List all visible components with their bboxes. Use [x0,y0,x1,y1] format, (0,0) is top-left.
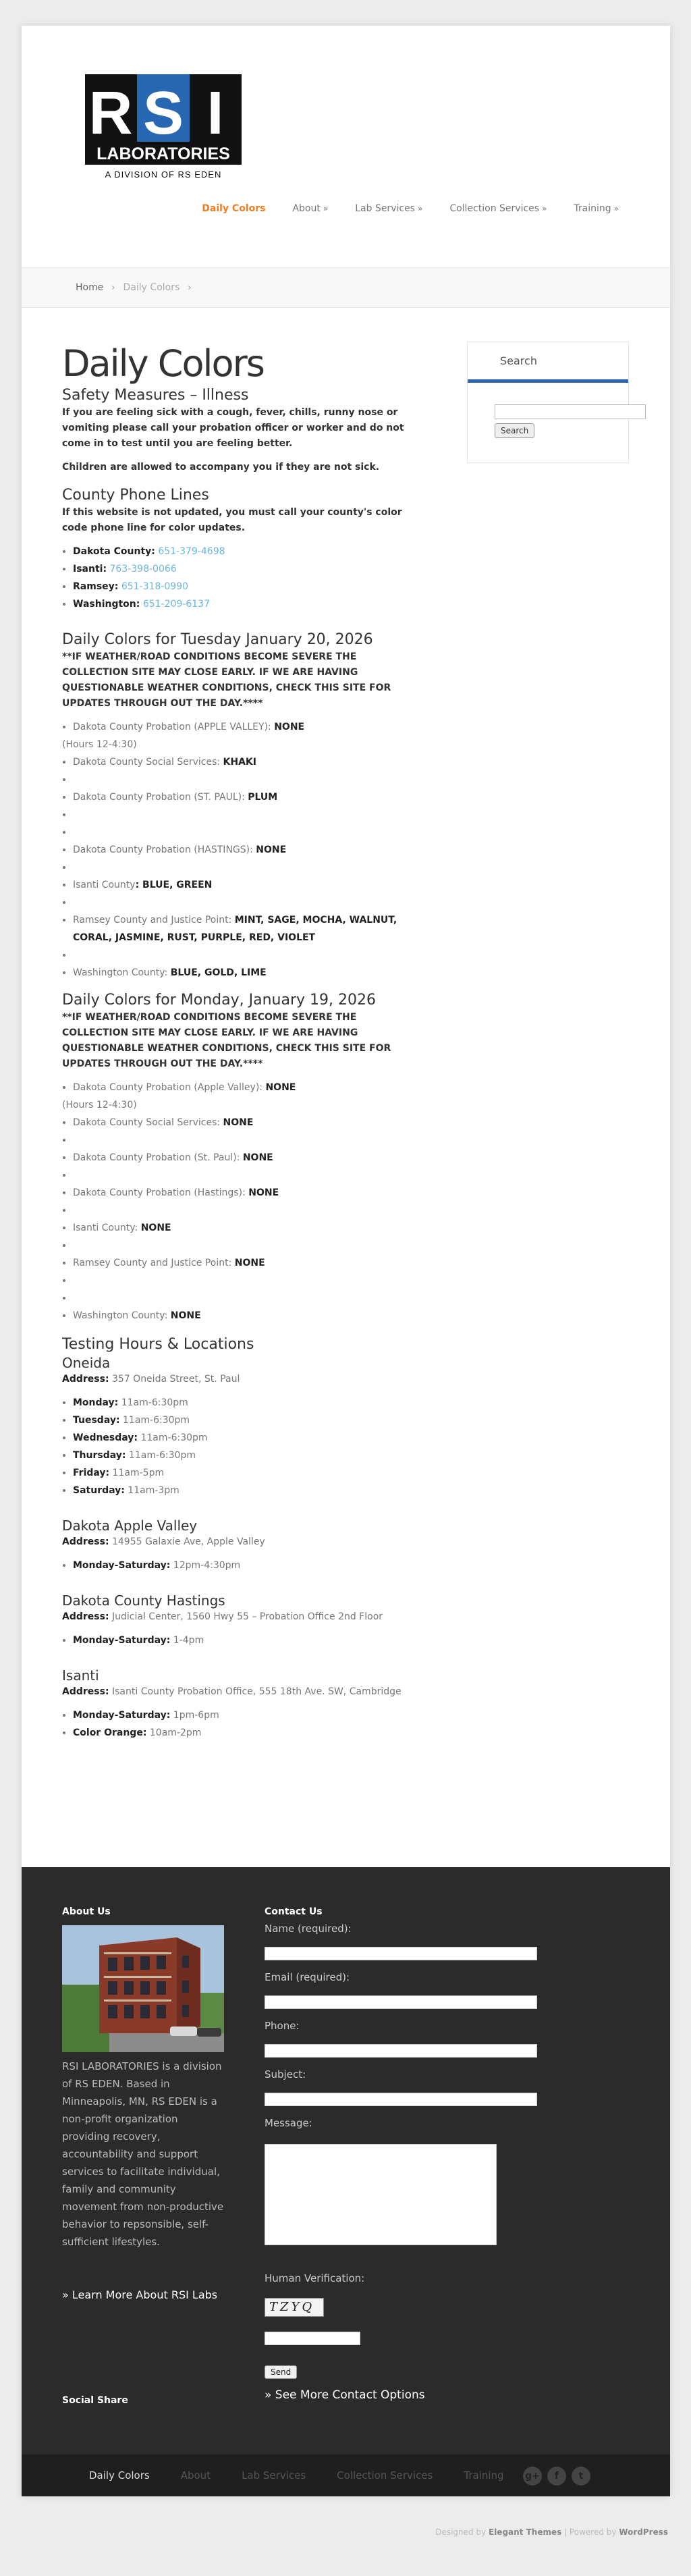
building-photo [62,1925,224,2052]
credits-powered: | Powered by [561,2527,619,2537]
color-value: NONE [234,1258,265,1268]
name-field[interactable] [265,1947,537,1960]
list-item [73,560,420,578]
color-value: NONE [170,1310,201,1321]
color-value: NONE [274,722,305,732]
color-value: KHAKI [223,757,256,768]
send-button[interactable]: Send [265,2365,297,2379]
list-item [73,1412,420,1429]
contact-title: Contact Us [265,1906,323,1917]
day-label: Thursday: [73,1450,126,1461]
nav-lab-services[interactable] [355,203,422,214]
day1-heading: Daily Colors for Tuesday January 20, 2026 [62,631,373,648]
day-label: Monday-Saturday: [73,1560,171,1571]
day2-heading: Daily Colors for Monday, January 19, 2026 [62,992,376,1009]
hours-note: (Hours 12-4:30) [62,1100,137,1110]
location-name: Dakota Apple Valley [62,1518,198,1534]
day2-warning: **IF WEATHER/ROAD CONDITIONS BECOME SEVERE THE COLLECTION SITE MAY CLOSE EARLY. IF WE ARE HAVING QUESTIONABLE WEATHER CONDITIONS, CHECK THIS SITE FOR UPDATES THROUGH OUT THE DAY.**** [62,1012,391,1069]
color-value: NONE [265,1082,296,1093]
location-name: Dakota County Hastings [62,1592,225,1609]
list-item-empty [73,1272,420,1289]
time-value: 11am-5pm [109,1468,165,1478]
twitter-icon[interactable]: t [572,2467,590,2486]
content-area [22,308,670,1867]
nav-label: Collection Services [449,203,540,214]
list-item [73,1079,420,1096]
oneida-hours [73,1394,420,1499]
list-item-empty [73,1202,420,1219]
nav-label: Lab Services [355,203,415,214]
address-value: Isanti County Probation Office, 555 18th Ave. SW, Cambridge [109,1686,402,1697]
nav-label: Daily Colors [202,203,266,214]
time-value: 1pm-6pm [170,1710,219,1721]
logo-letter-s: S [142,80,184,147]
hours-note: (Hours 12-4:30) [62,739,137,750]
address-value: 357 Oneida Street, St. Paul [109,1374,240,1385]
list-item [62,1096,420,1114]
phone-link[interactable]: 651-318-0990 [121,581,189,592]
day-label: Saturday: [73,1485,125,1496]
color-value: NONE [223,1117,254,1128]
list-item-empty [73,1237,420,1254]
breadcrumb-home[interactable]: Home [76,282,104,293]
about-title: About Us [62,1906,111,1917]
phone-list [73,543,420,613]
phone-link[interactable]: 651-379-4698 [158,546,225,557]
nav-training[interactable] [574,203,619,214]
address-label: Address: [62,1611,109,1622]
location-address [62,1684,420,1700]
captcha-field[interactable] [265,2332,360,2345]
color-value: NONE [256,844,287,855]
time-value: 1-4pm [170,1635,204,1646]
google-plus-icon[interactable]: g+ [523,2467,542,2486]
list-item [73,718,420,736]
site-header [22,26,670,267]
day-label: Wednesday: [73,1432,138,1443]
email-label: Email (required): [265,1971,350,1983]
hastings-hours [73,1632,420,1649]
county-label: Isanti County [73,880,136,890]
name-label: Name (required): [265,1923,352,1935]
message-field[interactable] [265,2144,497,2245]
bottom-nav-collection-services[interactable]: Collection Services [337,2469,433,2481]
address-label: Address: [62,1686,109,1697]
day-label: Tuesday: [73,1415,120,1426]
phone-label: Phone: [265,2020,300,2032]
list-item-empty [73,946,420,964]
nav-about[interactable] [292,203,328,214]
list-item [73,1307,420,1324]
list-item-empty [73,824,420,841]
search-button[interactable]: Search [495,423,534,438]
breadcrumb [22,267,670,308]
list-item [73,1557,420,1574]
list-item [73,1632,420,1649]
list-item [73,1184,420,1202]
list-item-empty [73,894,420,911]
list-item [73,1114,420,1131]
list-item [73,788,420,806]
footer-about [62,1906,224,2302]
bottom-nav-about[interactable]: About [180,2469,211,2481]
footer-contact [265,1906,548,2402]
facebook-icon[interactable]: f [547,2467,566,2486]
breadcrumb-current: Daily Colors [123,282,180,293]
list-item [73,753,420,771]
children-paragraph: Children are allowed to accompany you if they are not sick. [62,462,380,473]
apple-valley-hours [73,1557,420,1574]
county-label: Washington County: [73,1310,171,1321]
list-item [73,1707,420,1724]
color-value: PLUM [248,792,278,803]
phone-field[interactable] [265,2044,537,2058]
list-item-empty [73,1166,420,1184]
about-text: RSI LABORATORIES is a division of RS EDEN. Based in Minneapolis, MN, RS EDEN is a non-profit organization providing recovery, accountability and support services to facilitate individual, family and community movement from non-productive behavior to repsonsible, self-sufficient lifestyles. [62,2060,224,2248]
sidebar [467,342,629,463]
county-name: Ramsey: [73,581,119,592]
safety-paragraph: If you are feeling sick with a cough, fever, chills, runny nose or vomiting please call your probation officer or worker and do not come in to test until you are feeling better. [62,407,404,449]
time-value: 11am-6:30pm [138,1432,208,1443]
location-address [62,1534,420,1550]
chevron-right-icon: » [613,204,619,213]
social-share-title: Social Share [62,2395,128,2406]
widget-body [468,383,628,462]
county-label: Dakota County Probation (Hastings): [73,1187,249,1198]
list-item [73,1254,420,1272]
phone-link[interactable]: 763-398-0066 [109,564,177,574]
day1-warning: **IF WEATHER/ROAD CONDITIONS BECOME SEVERE THE COLLECTION SITE MAY CLOSE EARLY. IF WE ARE HAVING QUESTIONABLE WEATHER CONDITIONS, CHECK THIS SITE FOR UPDATES THROUGH OUT THE DAY.**** [62,651,391,709]
time-value: 10am-2pm [146,1727,202,1738]
search-input[interactable] [495,404,646,419]
county-label: Isanti County: [73,1223,141,1233]
isanti-hours [73,1707,420,1742]
county-label: Dakota County Social Services: [73,757,223,768]
footer [22,1867,670,2454]
list-item-empty [73,1289,420,1307]
list-item-empty [73,1131,420,1149]
chevron-right-icon: » [417,204,423,213]
county-label: Dakota County Probation (HASTINGS): [73,844,256,855]
contact-options-link[interactable]: » See More Contact Options [265,2388,425,2402]
county-label: Ramsey County and Justice Point: [73,1258,235,1268]
logo-division: A DIVISION OF RS EDEN [105,169,222,180]
phone-intro: If this website is not updated, you must call your county's color code phone line for color updates. [62,507,402,533]
day-label: Friday: [73,1468,110,1478]
color-value: MINT, SAGE, MOCHA, WALNUT, CORAL, JASMINE, RUST, PURPLE, RED, VIOLET [73,915,397,943]
breadcrumb-separator-icon: › [111,282,115,293]
county-label: Dakota County Probation (Apple Valley): [73,1082,266,1093]
logo-laboratories: LABORATORIES [96,144,230,163]
nav-collection-services[interactable] [449,203,547,214]
message-label: Message: [265,2117,312,2129]
list-item [73,1429,420,1447]
list-item [73,543,420,560]
search-widget [467,342,629,463]
day2-list [62,1079,420,1324]
bottom-nav-lab-services[interactable]: Lab Services [242,2469,306,2481]
list-item-empty [73,806,420,824]
time-value: 12pm-4:30pm [170,1560,241,1571]
day-label: Monday: [73,1397,119,1408]
social-icons [523,2467,590,2486]
color-value: NONE [248,1187,279,1198]
list-item-empty [73,859,420,876]
time-value: 11am-6:30pm [126,1450,196,1461]
main-nav [175,203,619,214]
elegant-themes-link[interactable]: Elegant Themes [489,2527,562,2537]
list-item [62,736,420,753]
county-label: Ramsey County and Justice Point: [73,915,235,925]
list-item [73,1447,420,1464]
time-value: 11am-6:30pm [118,1397,188,1408]
day-label: Monday-Saturday: [73,1710,171,1721]
list-item [73,1219,420,1237]
subject-label: Subject: [265,2068,306,2081]
phone-link[interactable]: 651-209-6137 [142,599,210,610]
address-label: Address: [62,1374,109,1385]
list-item [73,1464,420,1482]
list-item [73,911,420,946]
county-label: Dakota County Probation (St. Paul): [73,1152,243,1163]
bottom-nav-training[interactable]: Training [464,2469,504,2481]
time-value: 11am-3pm [124,1485,179,1496]
testing-heading: Testing Hours & Locations [62,1336,254,1353]
address-value: Judicial Center, 1560 Hwy 55 – Probation Office 2nd Floor [109,1611,383,1622]
location-name: Oneida [62,1355,111,1371]
time-value: 11am-6:30pm [119,1415,190,1426]
list-item [73,578,420,595]
location-name: Isanti [62,1667,99,1684]
page-title: Daily Colors [62,342,264,385]
county-label: Dakota County Probation (APPLE VALLEY): [73,722,275,732]
address-value: 14955 Galaxie Ave, Apple Valley [109,1536,265,1547]
page-wrapper [22,26,670,2496]
learn-more-link[interactable]: » Learn More About RSI Labs [62,2288,218,2301]
county-label: Dakota County Social Services: [73,1117,223,1128]
credits [435,2527,668,2537]
email-field[interactable] [265,1995,537,2009]
captcha-image: TZYQ [265,2298,324,2317]
verify-label: Human Verification: [265,2272,365,2284]
list-item [73,1482,420,1499]
main-column [62,342,420,1742]
list-item [73,876,420,894]
widget-title: Search [468,342,628,383]
nav-daily-colors[interactable] [202,203,265,214]
list-item [73,1149,420,1166]
nav-label: Training [574,203,611,214]
location-address [62,1372,420,1387]
credits-designed: Designed by [435,2527,489,2537]
safety-heading: Safety Measures – Illness [62,387,249,404]
bottom-nav-daily-colors[interactable]: Daily Colors [89,2469,150,2481]
chevron-right-icon: » [323,204,329,213]
logo-letter-i: I [206,80,224,147]
county-label: Washington County: [73,967,171,978]
list-item [73,595,420,613]
day-label: Color Orange: [73,1727,147,1738]
color-value: : BLUE, GREEN [135,880,213,890]
logo-letter-r: R [88,80,133,147]
nav-label: About [292,203,321,214]
color-value: BLUE, GOLD, LIME [170,967,267,978]
wordpress-link[interactable]: WordPress [619,2527,668,2537]
county-name: Dakota County: [73,546,155,557]
list-item [73,1394,420,1412]
county-name: Washington: [73,599,140,610]
site-logo[interactable] [85,74,242,181]
list-item-empty [73,771,420,788]
location-address [62,1609,420,1625]
color-value: NONE [242,1152,273,1163]
breadcrumb-separator-icon: › [188,282,192,293]
list-item [73,1724,420,1742]
county-label: Dakota County Probation (ST. PAUL): [73,792,248,803]
color-value: NONE [140,1223,171,1233]
day1-list [62,718,420,982]
bottom-nav [22,2454,670,2496]
address-label: Address: [62,1536,109,1547]
day-label: Monday-Saturday: [73,1635,171,1646]
phone-heading: County Phone Lines [62,487,209,504]
chevron-right-icon: » [542,204,547,213]
list-item [73,964,420,982]
county-name: Isanti: [73,564,107,574]
list-item [73,841,420,859]
subject-field[interactable] [265,2093,537,2106]
